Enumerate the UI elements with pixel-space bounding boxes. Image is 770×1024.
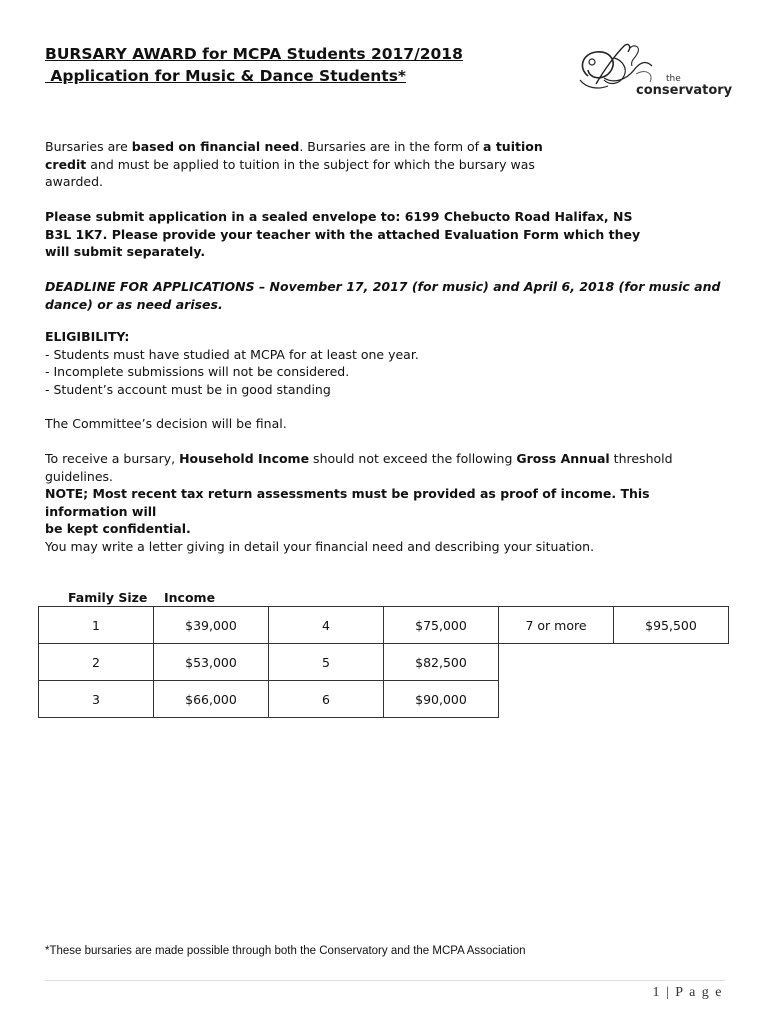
intro-bold-need: based on financial need bbox=[131, 139, 300, 154]
table-cell: $82,500 bbox=[384, 644, 499, 681]
eligibility-section bbox=[45, 328, 725, 398]
income-bold-household: Household Income bbox=[179, 451, 310, 466]
intro-bold-tuition: a tuition bbox=[483, 139, 543, 154]
table-cell: 7 or more bbox=[499, 607, 614, 644]
income-note-line-2: be kept confidential. bbox=[45, 521, 191, 536]
intro-text: and must be applied to tuition in the subject for which the bursary was bbox=[86, 156, 535, 172]
table-cell: 3 bbox=[39, 681, 154, 718]
letter-instruction: You may write a letter giving in detail your financial need and describing your situation. bbox=[45, 539, 595, 554]
column-header-family-size: Family Size bbox=[68, 590, 148, 605]
eligibility-item: - Students must have studied at MCPA for at least one year. bbox=[45, 346, 419, 362]
footnote: *These bursaries are made possible through both the Conservatory and the MCPA Association bbox=[45, 945, 526, 957]
income-paragraph bbox=[45, 450, 725, 538]
table-cell: 4 bbox=[269, 607, 384, 644]
eligibility-heading: ELIGIBILITY: bbox=[45, 329, 130, 344]
intro-line-3: awarded. bbox=[45, 174, 103, 189]
committee-statement: The Committee’s decision will be final. bbox=[45, 416, 287, 431]
page-separator: | bbox=[660, 985, 676, 1000]
deadline-line-2: dance) or as need arises. bbox=[45, 296, 223, 312]
intro-text: . Bursaries are in the form of bbox=[299, 139, 484, 154]
table-cell: 2 bbox=[39, 644, 154, 681]
table-cell-empty bbox=[499, 644, 614, 681]
logo-word-conservatory: conservatory bbox=[636, 83, 733, 98]
table-cell-empty bbox=[614, 644, 729, 681]
submit-line-3: will submit separately. bbox=[45, 244, 206, 259]
income-threshold-table bbox=[38, 606, 729, 718]
table-cell: $39,000 bbox=[154, 607, 269, 644]
page-number bbox=[652, 985, 723, 1001]
intro-text: Bursaries are bbox=[45, 139, 132, 154]
income-note-line-1: NOTE; Most recent tax return assessments must be provided as proof of income. This information will bbox=[45, 486, 650, 519]
submit-instructions bbox=[45, 208, 725, 261]
income-line-1 bbox=[45, 450, 725, 468]
income-text: should not exceed the following bbox=[309, 451, 517, 466]
page-number-value: 1 bbox=[652, 985, 661, 1000]
intro-line-1 bbox=[45, 138, 725, 156]
table-row bbox=[39, 607, 729, 644]
column-header-income: Income bbox=[164, 590, 216, 605]
table-cell: $75,000 bbox=[384, 607, 499, 644]
income-bold-gross: Gross Annual bbox=[516, 451, 610, 466]
deadline-notice bbox=[45, 278, 725, 313]
document-title bbox=[45, 43, 463, 87]
footer-divider bbox=[45, 980, 725, 981]
table-row bbox=[39, 681, 729, 718]
deadline-line-1: DEADLINE FOR APPLICATIONS – November 17, 2017 (for music) and April 6, 2018 (for music and bbox=[45, 279, 721, 294]
table-cell: 1 bbox=[39, 607, 154, 644]
income-line-2: guidelines. bbox=[45, 468, 113, 484]
title-line-2: Application for Music & Dance Students* bbox=[45, 67, 407, 85]
table-cell-empty bbox=[614, 681, 729, 718]
submit-line-2: B3L 1K7. Please provide your teacher with the attached Evaluation Form which they bbox=[45, 226, 641, 242]
table-cell: $95,500 bbox=[614, 607, 729, 644]
eligibility-item: - Incomplete submissions will not be considered. bbox=[45, 364, 350, 379]
submit-line-1: Please submit application in a sealed envelope to: 6199 Chebucto Road Halifax, NS bbox=[45, 209, 633, 224]
logo-word-the: the bbox=[666, 74, 681, 84]
title-line-1: BURSARY AWARD for MCPA Students 2017/2018 bbox=[45, 45, 463, 63]
table-cell: $90,000 bbox=[384, 681, 499, 718]
table-cell: $66,000 bbox=[154, 681, 269, 718]
intro-line-2 bbox=[45, 156, 725, 174]
eligibility-item: - Student’s account must be in good standing bbox=[45, 381, 331, 397]
income-text: To receive a bursary, bbox=[45, 451, 180, 466]
income-text: threshold bbox=[609, 451, 673, 466]
page-label: P a g e bbox=[675, 985, 723, 1000]
table-row bbox=[39, 644, 729, 681]
intro-paragraph bbox=[45, 138, 725, 191]
table-cell-empty bbox=[499, 681, 614, 718]
conservatory-logo bbox=[574, 40, 734, 102]
intro-bold-credit: credit bbox=[45, 156, 87, 172]
table-cell: 6 bbox=[269, 681, 384, 718]
table-cell: 5 bbox=[269, 644, 384, 681]
table-cell: $53,000 bbox=[154, 644, 269, 681]
